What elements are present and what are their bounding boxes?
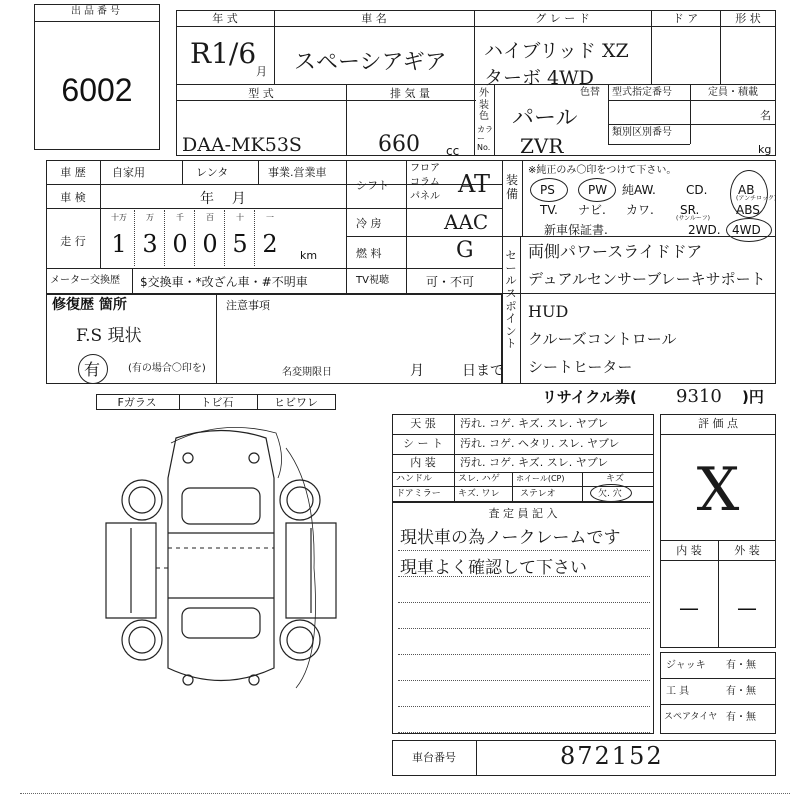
equip-leather: カワ. [626, 203, 654, 217]
interior-label: 内 装 [410, 456, 436, 469]
mileage-digit: 3 [142, 230, 158, 258]
notes-label: 注意事項 [226, 299, 270, 312]
lot-number: 6002 [61, 72, 133, 108]
displacement-value: 660 [378, 132, 420, 157]
mileage-unit-label: 百 [206, 213, 214, 222]
ruled-line [398, 706, 650, 707]
shift-floor: フロア [410, 163, 440, 174]
type-designation-label: 型式指定番号 [612, 87, 672, 98]
inspector-label: 査 定 員 記 入 [488, 507, 558, 520]
glass-front: Fガラス [117, 396, 157, 409]
ruled-line [398, 628, 650, 629]
mileage-digit-cell [224, 210, 255, 266]
year-value: R1/6 [190, 37, 257, 70]
repair-label: 修復歴 箇所 [52, 297, 127, 313]
mileage-unit-label: 一 [266, 213, 274, 222]
rating-exterior-value: — [737, 596, 757, 620]
shift-panel: パネル [410, 191, 440, 202]
bottom-dotted-line [20, 793, 790, 794]
lot-number-label: 出品番号 [71, 6, 123, 17]
ruled-line [398, 550, 650, 551]
color-change-label: 色替 [580, 87, 600, 98]
rating-interior-label: 内 装 [676, 544, 702, 557]
spare-label: スペアタイヤ [664, 712, 718, 722]
seat-label: シ ー ト [403, 437, 443, 450]
mileage-unit-label: 十万 [111, 213, 127, 222]
equipment-label: 装備 [505, 173, 518, 201]
mirror-label: ドアミラー [396, 489, 441, 499]
rating-interior-value: — [679, 596, 699, 620]
mileage-digit: 5 [232, 230, 248, 258]
mileage-digit: 1 [111, 230, 127, 258]
deadline-month: 月 [410, 363, 424, 379]
equip-tv: TV. [540, 203, 558, 217]
history-option-rental[interactable]: レンタ [196, 166, 229, 179]
chassis-value: 872152 [560, 742, 664, 770]
stereo-circle [590, 484, 632, 502]
ps-circle [530, 178, 568, 202]
exterior-color-label: 外装色 [479, 88, 489, 122]
recycle-label: リサイクル券( [542, 388, 637, 406]
year-label: 年 式 [212, 12, 238, 25]
chassis-label: 車台番号 [412, 751, 456, 764]
year-month-unit: 月 [256, 65, 267, 78]
inspector-lines [398, 520, 650, 730]
stereo-options: 欠. 穴 [598, 489, 622, 499]
displacement-label: 排 気 量 [390, 87, 430, 100]
name-label: 車 名 [361, 12, 387, 25]
four-wd: 4WD [732, 223, 761, 237]
rating-label: 評 価 点 [698, 417, 738, 430]
mileage-unit-label: 千 [176, 213, 184, 222]
two-wd: 2WD. [688, 223, 721, 237]
mileage-unit-label: 十 [236, 213, 244, 222]
inspection-label: 車 検 [60, 191, 86, 204]
sales-point-3: HUD [528, 302, 569, 321]
mileage-digit: 2 [262, 230, 278, 258]
ac-label: 冷 房 [356, 217, 382, 230]
sunroof-note: (サンルーフ) [676, 215, 710, 222]
equip-ab: AB [738, 183, 755, 197]
inspector-note-1: 現状車の為ノークレームです [400, 528, 621, 548]
equipment-note: ※純正のみ〇印をつけて下さい。 [528, 165, 677, 176]
wheel-label: ホイール(CP) [516, 474, 565, 483]
ruled-line [398, 680, 650, 681]
presence-circle [78, 354, 108, 384]
history-label: 車 歴 [60, 166, 86, 179]
shift-label: シフト [356, 179, 389, 192]
car-name-value: スペーシアギア [294, 50, 447, 75]
inspector-note-2: 現車よく確認して下さい [400, 558, 587, 578]
tv-label: TV視聴 [356, 275, 389, 286]
shift-value: AT [458, 170, 491, 198]
recycle-value: 9310 [676, 386, 722, 407]
mileage-digits [104, 210, 294, 266]
ruled-line [398, 654, 650, 655]
jack-label: ジャッキ [666, 660, 706, 671]
ceiling-label: 天 張 [410, 417, 436, 430]
interior-options: 汚れ. コゲ. キズ. スレ. ヤブレ [460, 456, 609, 469]
sales-point-1: 両側パワースライドドア [528, 242, 703, 261]
rating-score: X [696, 455, 740, 525]
history-option-business[interactable]: 事業.営業車 [268, 166, 327, 179]
repair-note-value: F.S 現状 [76, 326, 142, 346]
mileage-unit-label: 万 [146, 213, 154, 222]
mileage-digit-cell [164, 210, 195, 266]
car-diagram [96, 418, 346, 718]
tools-label: 工 具 [666, 686, 690, 697]
handle-label: ハンドル [396, 474, 433, 484]
ruled-line [398, 602, 650, 603]
mirror-options: キズ. ワレ [458, 489, 500, 499]
repair-presence-note: (有の場合〇印を) [128, 363, 206, 374]
seat-options: 汚れ. コゲ. ヘタリ. スレ. ヤブレ [460, 437, 620, 450]
mileage-digit-cell [194, 210, 225, 266]
class-number-label: 類別区別番号 [612, 127, 672, 138]
rating-exterior-label: 外 装 [734, 544, 760, 557]
capacity-person-unit: 名 [760, 109, 771, 122]
pw-circle [578, 178, 616, 202]
equip-abs: ABS [736, 203, 760, 217]
shape-label: 形 状 [735, 12, 761, 25]
door-label: ド ア [672, 12, 699, 25]
color-value: パール [512, 106, 578, 131]
grade-value: ハイブリッド XZターボ 4WD [484, 40, 629, 89]
model-value: DAA-MK53S [182, 134, 302, 156]
jack-options: 有・無 [726, 660, 756, 671]
ceiling-options: 汚れ. コゲ. キズ. スレ. ヤブレ [460, 417, 609, 430]
equip-navi: ナビ. [578, 203, 606, 217]
capacity-label: 定員・積載 [708, 87, 758, 98]
equip-pw: PW [588, 183, 608, 197]
tools-options: 有・無 [726, 686, 756, 697]
fuel-label: 燃 料 [356, 247, 382, 260]
meter-exchange-options: $交換車・*改ざん車・#不明車 [140, 275, 308, 289]
repair-presence: 有 [84, 360, 101, 379]
glass-crack: ヒビワレ [274, 396, 318, 409]
model-label: 型 式 [248, 87, 274, 100]
history-option-private[interactable]: 自家用 [112, 166, 145, 179]
equip-ps: PS [540, 183, 555, 197]
glass-chip: トビ石 [200, 396, 234, 409]
deadline-day: 日まで [462, 363, 504, 379]
abs-note: (アンチロック) [736, 195, 777, 202]
meter-exchange-label: メーター交換歴 [50, 275, 120, 286]
fuel-value: G [456, 238, 474, 263]
mileage-label: 走 行 [60, 235, 86, 248]
mileage-digit: 0 [172, 230, 188, 258]
recycle-unit: )円 [742, 388, 764, 406]
capacity-kg-unit: kg [758, 143, 772, 156]
grade-label: グ レ ー ド [535, 12, 590, 25]
color-code: ZVR [520, 134, 564, 158]
km-unit: km [300, 249, 318, 262]
cc-unit: cc [446, 144, 460, 158]
equip-aw: 純AW. [622, 183, 656, 197]
mileage-digit-cell [134, 210, 165, 266]
wheel-options: キズ [606, 474, 624, 484]
equip-cd: CD. [686, 183, 708, 197]
stereo-label: ステレオ [520, 489, 556, 499]
mileage-digit: 0 [202, 230, 218, 258]
warranty-label: 新車保証書. [544, 223, 608, 237]
shift-column: コラム [410, 177, 440, 188]
sales-points-label: セールスポイント [505, 249, 517, 351]
inspection-value: 年 月 [200, 191, 246, 207]
equip-sr: SR. [680, 203, 700, 217]
tv-options: 可・不可 [426, 275, 475, 289]
color-no-label: カラーNo. [477, 125, 493, 152]
spare-options: 有・無 [726, 712, 756, 723]
deadline-label: 名変期限日 [282, 367, 332, 378]
sales-point-2: デュアルセンサーブレーキサポート [528, 270, 766, 288]
mileage-digit-cell [254, 210, 285, 266]
ruled-line [398, 732, 650, 733]
sales-point-4: クルーズコントロール [528, 330, 677, 348]
handle-options: スレ. ハゲ [458, 474, 500, 484]
sales-point-5: シートヒーター [528, 358, 633, 376]
ac-value: AAC [444, 210, 489, 234]
mileage-digit-cell [104, 210, 134, 266]
